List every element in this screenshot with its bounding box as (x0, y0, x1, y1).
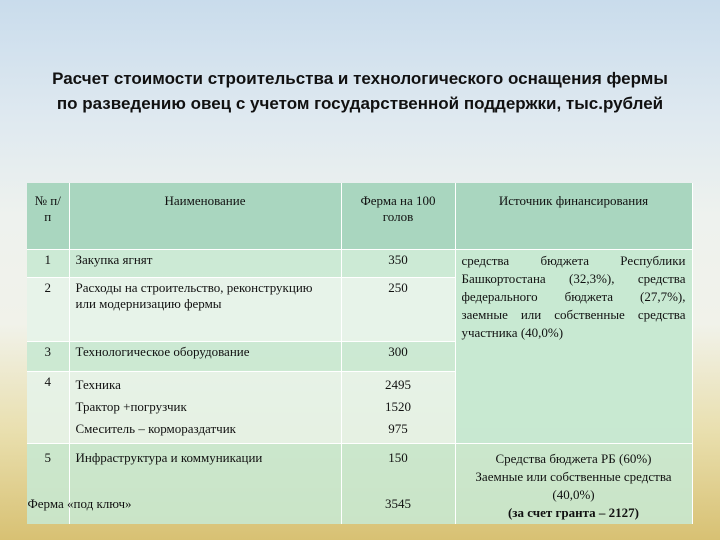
financing-source-1: средства бюджета Республики Башкортостана (32,3%), средства федерального бюджета (27,7%), заемные или собственные средства участника (40,0%) (455, 250, 692, 444)
financing-source-2 (455, 444, 692, 525)
row-name: Инфраструктура и коммуникации (75, 450, 263, 465)
header-no: № п/п (27, 183, 69, 250)
row-name: Закупка ягнят (69, 250, 341, 278)
total-value: 3545 (385, 496, 411, 511)
source-2-line3: (за счет гранта – 2127) (507, 505, 640, 520)
row-no: 4 (27, 372, 69, 444)
row-no: 1 (27, 250, 69, 278)
header-name: Наименование (69, 183, 341, 250)
header-farm: Ферма на 100 голов (341, 183, 455, 250)
row-name: Техника (75, 377, 121, 392)
row-no: 2 (27, 278, 69, 342)
row-subname: Трактор +погрузчик (75, 399, 187, 414)
row-name-group (27, 444, 341, 525)
row-no: 3 (27, 342, 69, 372)
row-subname: Смеситель – кормораздатчик (75, 421, 236, 436)
total-label: Ферма «под ключ» (27, 496, 132, 511)
table-row (27, 250, 692, 278)
table-header-row (27, 183, 692, 250)
source-2-line2: Заемные или собственные средства (40,0%) (475, 469, 672, 502)
cost-table (27, 183, 693, 524)
row-value-group (341, 372, 455, 444)
row-subvalue: 1520 (385, 399, 411, 414)
table-row (27, 444, 692, 525)
row-value-group (341, 444, 455, 525)
row-value: 250 (341, 278, 455, 342)
page-title: Расчет стоимости строительства и технологического оснащения фермы по разведению овец с учетом государственной поддержки, тыс.рублей (52, 69, 668, 113)
row-value: 150 (388, 450, 408, 465)
row-subvalue: 975 (388, 421, 408, 436)
row-name: Технологическое оборудование (69, 342, 341, 372)
row-value: 350 (341, 250, 455, 278)
row-name: Расходы на строительство, реконструкцию или модернизацию фермы (69, 278, 341, 342)
row-name-group (69, 372, 341, 444)
source-2-line1: Средства бюджета РБ (60%) (495, 451, 652, 466)
row-value: 300 (341, 342, 455, 372)
row-no: 5 (27, 444, 69, 525)
header-source: Источник финансирования (455, 183, 692, 250)
row-value: 2495 (385, 377, 411, 392)
